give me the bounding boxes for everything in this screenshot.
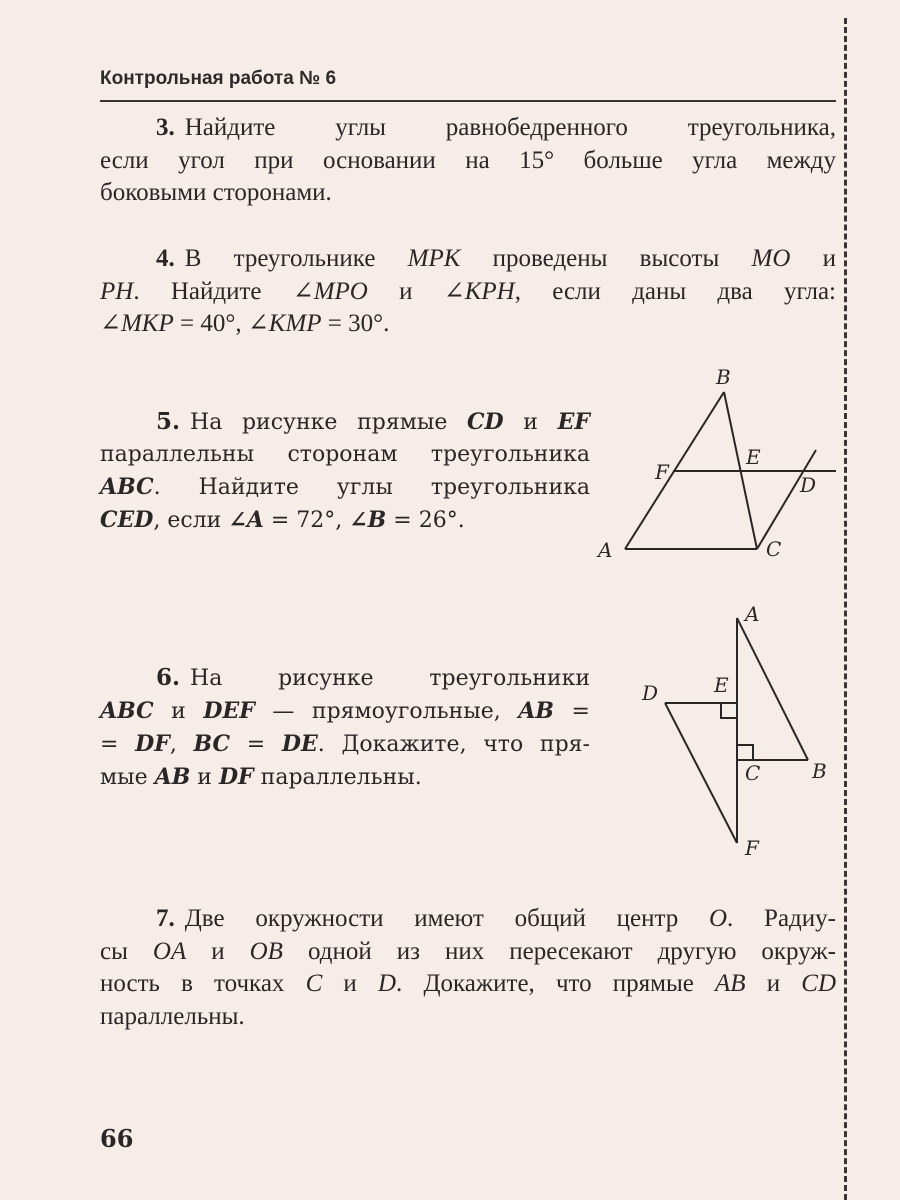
right-angle-mark-C (737, 745, 753, 760)
math-var: PH (100, 277, 134, 305)
question-5-line-4 (100, 504, 590, 537)
question-text: проведены высоты (460, 245, 752, 272)
label-E: E (746, 445, 761, 469)
math-var: AB (715, 970, 746, 997)
question-6 (100, 662, 590, 794)
label-C: C (766, 537, 782, 561)
math-var: MO (751, 245, 791, 272)
math-angle: ∠B (349, 507, 387, 533)
page-number: 66 (100, 1124, 134, 1153)
question-text: На рисунке прямые (190, 410, 468, 435)
math-angle: ∠KMP (247, 310, 322, 337)
math-var: OB (249, 937, 283, 965)
question-6-line-4 (100, 761, 590, 794)
question-text: и (745, 970, 802, 997)
question-6-line-3 (100, 728, 590, 761)
math-var: EF (557, 409, 590, 435)
question-text: , (169, 732, 194, 757)
math-var: AB (518, 698, 554, 724)
question-3-line-1 (100, 112, 836, 145)
math-var: MPK (407, 245, 461, 272)
question-3-number: 3. (156, 114, 175, 141)
math-var: O (708, 905, 728, 932)
question-text: и (367, 277, 444, 305)
question-text: сы (100, 937, 153, 965)
question-text: = (554, 699, 590, 724)
question-6-line-1 (100, 662, 590, 695)
question-text: мые (100, 765, 155, 790)
question-text: . Найдите углы треугольника (153, 475, 590, 500)
question-text: ность в точках (100, 970, 306, 997)
label-D: D (642, 681, 659, 705)
math-var: ABC (100, 698, 154, 724)
question-text: На рисунке треугольники (190, 666, 590, 691)
segment-DF (665, 703, 737, 843)
question-text: и (153, 699, 204, 724)
label-D: D (800, 473, 817, 497)
math-var: DEF (203, 698, 255, 724)
figure-6-right-triangles (630, 595, 850, 865)
question-4-line-1 (100, 243, 836, 276)
question-text: одной из них пересекают другую окруж- (282, 937, 836, 965)
label-B: B (716, 365, 731, 389)
question-text: , если (153, 508, 229, 533)
question-5 (100, 406, 590, 537)
label-A: A (598, 538, 613, 562)
math-angle: ∠KPH (443, 277, 515, 305)
question-6-number: 6. (156, 664, 181, 691)
question-text: . Докажите, что прямые (396, 970, 716, 997)
label-F: F (745, 836, 759, 860)
line-CD (757, 450, 816, 549)
question-7-line-1 (100, 903, 836, 936)
question-text: = 30°. (321, 310, 390, 337)
math-var: C (305, 970, 323, 997)
question-text: Найдите углы равнобедренного треугольника, (184, 114, 836, 141)
question-3-line-2: если угол при основании на 15° больше угла между (100, 146, 836, 174)
question-text: параллельны. (253, 765, 422, 790)
label-E: E (714, 673, 729, 697)
math-angle: ∠MPO (292, 277, 368, 305)
figure-5-triangle-parallel-lines (590, 360, 850, 570)
question-text: и (186, 937, 250, 965)
question-text: = (100, 732, 136, 757)
math-var: OA (152, 937, 187, 965)
question-text: = 72°, (263, 508, 350, 533)
math-var: BC (193, 731, 231, 757)
label-A: A (745, 602, 760, 626)
question-text: . Найдите (133, 277, 293, 305)
question-text: . Радиу- (727, 905, 836, 932)
question-text: = 26°. (386, 508, 465, 533)
question-3 (100, 112, 836, 210)
question-6-line-2 (100, 695, 590, 728)
label-B: B (812, 759, 827, 783)
math-var: CD (801, 970, 837, 997)
label-F: F (655, 460, 669, 484)
math-var: DE (281, 731, 318, 757)
question-text: и (503, 410, 558, 435)
question-text: — прямоугольные, (254, 699, 519, 724)
question-text: и (322, 970, 378, 997)
question-7-line-2 (100, 936, 836, 969)
math-angle: ∠MKP (100, 310, 174, 337)
question-7 (100, 903, 836, 1033)
math-angle: ∠A (228, 507, 264, 533)
question-text: = 40°, (173, 310, 248, 337)
label-C: C (745, 761, 761, 785)
page-header-title: Контрольная работа № 6 (100, 68, 337, 89)
question-4 (100, 243, 836, 341)
right-angle-mark-E (721, 703, 737, 718)
question-4-line-2 (100, 276, 836, 309)
question-5-number: 5. (156, 408, 181, 435)
math-var: CED (100, 507, 154, 533)
math-var: ABC (100, 474, 154, 500)
question-7-line-3 (100, 968, 836, 1001)
question-4-number: 4. (156, 245, 175, 272)
math-var: DF (218, 764, 254, 790)
math-var: DF (135, 731, 170, 757)
question-text: В треугольнике (184, 245, 408, 272)
question-text: , если даны два угла: (514, 277, 836, 305)
question-7-line-4: параллельны. (100, 1002, 245, 1030)
question-5-line-1 (100, 406, 590, 439)
question-text: и (790, 245, 836, 272)
question-4-line-3 (100, 308, 836, 341)
question-3-line-3: боковыми сторонами. (100, 179, 332, 206)
math-var: CD (467, 409, 504, 435)
math-var: AB (154, 764, 191, 790)
question-text: и (190, 765, 219, 790)
question-text: = (230, 732, 282, 757)
question-5-line-2: параллельны сторонам треугольника (100, 442, 590, 467)
segment-AB (737, 618, 808, 760)
header-divider (100, 100, 836, 102)
question-7-number: 7. (156, 905, 175, 932)
math-var: D (377, 970, 397, 997)
question-5-line-3 (100, 471, 590, 504)
question-text: . Докажите, что пря- (317, 732, 590, 757)
question-text: Две окружности имеют общий центр (184, 905, 709, 932)
